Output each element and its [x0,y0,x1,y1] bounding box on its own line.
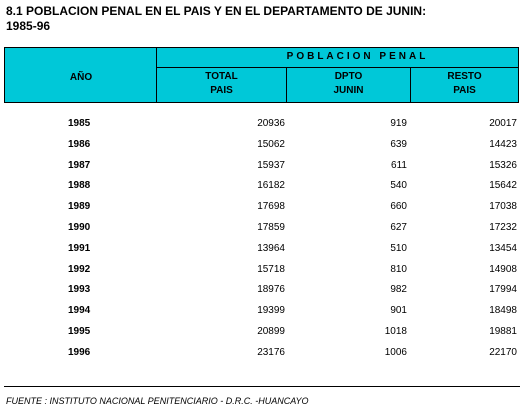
year-cell: 1995 [68,325,91,337]
table-title [6,4,426,34]
dpto-junin-cell: 660 [390,201,407,213]
table-header [4,47,519,103]
resto-pais-cell: 17994 [489,284,517,296]
year-cell: 1993 [68,284,91,296]
resto-pais-cell: 14423 [489,138,517,150]
total-pais-cell: 15718 [257,263,285,275]
resto-pais-cell: 20017 [489,118,517,129]
year-cell: 1991 [68,242,91,254]
table-body [4,115,519,365]
resto-pais-cell: 18498 [489,305,517,317]
dpto-junin-cell: 510 [390,242,407,254]
dpto-junin-cell: 1018 [384,325,407,337]
total-pais-header-line2: PAIS [210,85,233,96]
year-cell: 1986 [68,138,91,150]
total-pais-cell: 17859 [257,221,285,233]
table-row [4,177,519,198]
resto-pais-cell: 14908 [489,263,517,275]
footer-divider [4,386,520,387]
table-row [4,198,519,219]
dpto-junin-cell: 639 [390,138,407,150]
table-row [4,281,519,302]
resto-pais-header-line1: RESTO [447,71,482,82]
year-cell: 1994 [68,305,91,317]
dpto-junin-cell: 1006 [384,346,407,358]
year-cell: 1990 [68,221,91,233]
table-row [4,115,519,136]
resto-pais-header [411,68,518,102]
year-column-label: AÑO [69,72,93,83]
table-row [4,157,519,178]
total-pais-cell: 20936 [257,118,285,129]
dpto-junin-cell: 540 [390,180,407,192]
resto-pais-cell: 17232 [489,221,517,233]
dpto-junin-cell: 982 [390,284,407,296]
total-pais-cell: 19399 [257,305,285,317]
total-pais-cell: 15937 [257,159,285,171]
year-cell: 1988 [68,180,91,192]
resto-pais-cell: 17038 [489,201,517,213]
total-pais-cell: 20899 [257,325,285,337]
table-row [4,261,519,282]
dpto-junin-header-line2: JUNIN [333,85,364,96]
total-pais-header [157,68,287,102]
year-cell: 1992 [68,263,91,275]
resto-pais-cell: 13454 [489,242,517,254]
total-pais-cell: 16182 [257,180,285,192]
resto-pais-cell: 19881 [489,325,517,337]
dpto-junin-header-line1: DPTO [334,71,363,82]
total-pais-header-line1: TOTAL [205,71,238,82]
table-row [4,302,519,323]
group-header-label: POBLACION PENAL [286,51,429,62]
table-row [4,344,519,365]
table-row [4,136,519,157]
dpto-junin-cell: 611 [391,159,407,171]
resto-pais-cell: 15642 [489,180,517,192]
total-pais-cell: 15062 [257,138,285,150]
dpto-junin-cell: 810 [390,263,407,275]
year-cell: 1989 [68,201,91,213]
resto-pais-cell: 22170 [489,346,517,358]
table-row [4,240,519,261]
table-row [4,323,519,344]
resto-pais-cell: 15326 [489,159,517,171]
title-line-2: 1985-96 [6,19,51,33]
source-note: FUENTE : INSTITUTO NACIONAL PENITENCIARIO - D.R.C. -HUANCAYO [6,396,309,406]
dpto-junin-header [287,68,411,102]
year-cell: 1985 [68,118,91,129]
resto-pais-header-line2: PAIS [453,85,476,96]
total-pais-cell: 13964 [257,242,285,254]
title-line-1: 8.1 POBLACION PENAL EN EL PAIS Y EN EL DEPARTAMENTO DE JUNIN: [6,4,427,18]
year-column-header [5,48,157,102]
table-row [4,219,519,240]
total-pais-cell: 18976 [257,284,285,296]
total-pais-cell: 17698 [257,201,285,213]
dpto-junin-cell: 901 [390,305,407,317]
dpto-junin-cell: 627 [390,221,407,233]
year-cell: 1987 [68,159,91,171]
group-header [157,48,518,68]
dpto-junin-cell: 919 [390,118,407,129]
total-pais-cell: 23176 [257,346,285,358]
year-cell: 1996 [68,346,91,358]
